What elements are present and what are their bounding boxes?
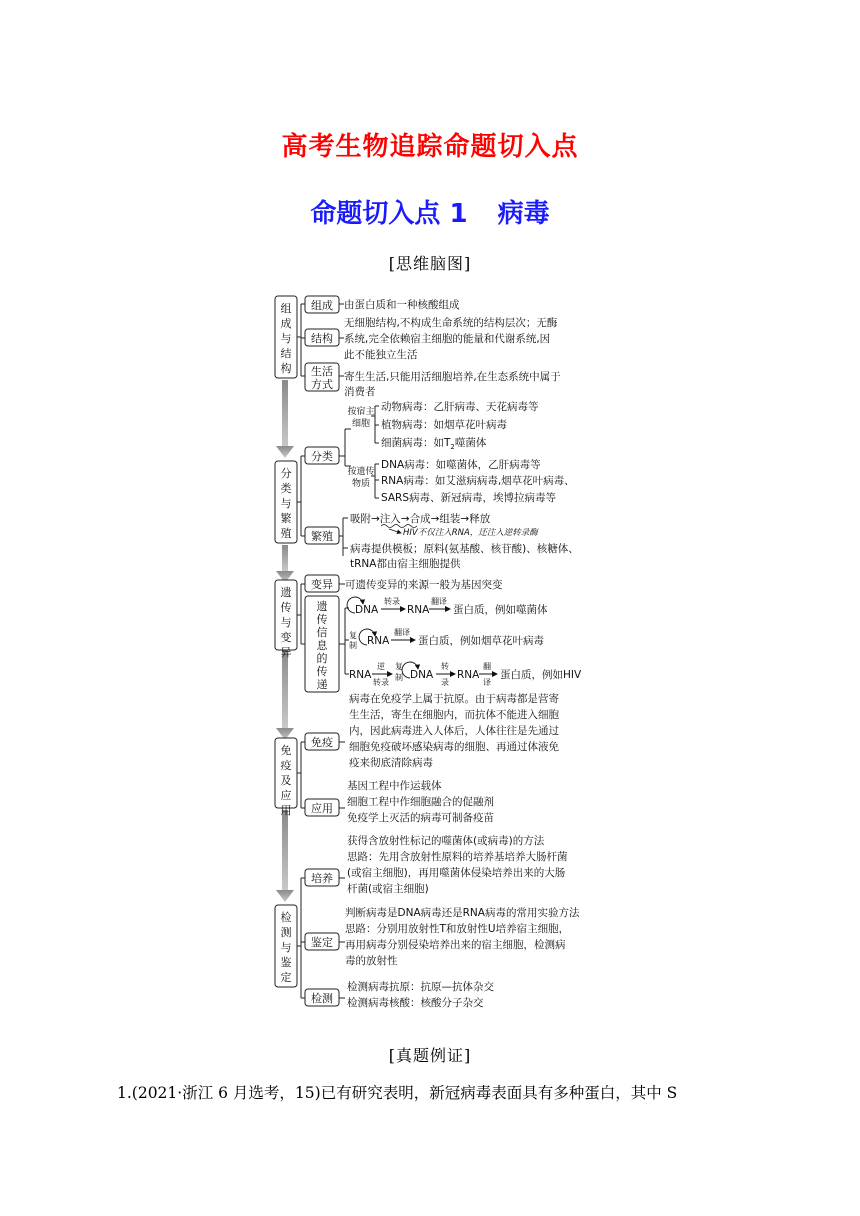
text-host-animal: 动物病毒：乙肝病毒、天花病毒等 (381, 401, 539, 413)
sub-title (0, 193, 860, 230)
flow-diagrams (347, 596, 582, 687)
sub-title-label: 命题切入点 1 (310, 199, 468, 229)
text-application-1: 基因工程中作运载体 (347, 780, 442, 792)
flow2-label-zhi: 制 (349, 641, 357, 650)
flow3-rna-start: RNA (349, 669, 372, 681)
sub-label-host-1: 按宿主 (347, 407, 375, 417)
group-label-detection: 检测与鉴定 (280, 911, 292, 984)
flow1-rna: RNA (407, 604, 430, 616)
text-immune-5: 疫来彻底清除病毒 (349, 757, 433, 769)
flow2-end: 蛋白质，例如烟草花叶病毒 (418, 635, 544, 647)
question-1: 1.(2021·浙江 6 月选考，15)已有研究表明，新冠病毒表面具有多种蛋白，其中 S (117, 1084, 678, 1102)
flow3-label-zhi: 制 (395, 673, 403, 682)
text-immune-2: 生生活，寄生在细胞内，而抗体不能进入细胞 (349, 709, 559, 721)
text-identify-4: 毒的放射性 (345, 955, 398, 967)
flow3-rna: RNA (457, 669, 480, 681)
flow1-label-transcribe: 转录 (384, 597, 400, 606)
node-classify: 分类 (311, 450, 333, 463)
flow1-label-translate: 翻译 (431, 597, 447, 606)
flow3-label-lu: 录 (441, 678, 449, 687)
node-identify: 鉴定 (311, 936, 333, 949)
group-label-immunity: 免疫及应用 (280, 744, 292, 817)
node-variation: 变异 (311, 578, 333, 591)
node-culture: 培养 (311, 872, 333, 885)
text-reproduce-steps: 吸附→注入→合成→组装→释放 (350, 513, 491, 525)
group-label-composition: 组成与结构 (280, 302, 292, 375)
text-culture-2: 思路：先用含放射性原料的培养基培养大肠杆菌 (347, 851, 568, 863)
text-detect-2: 检测病毒核酸：核酸分子杂交 (347, 997, 484, 1009)
text-immune-4: 细胞免疫破坏感染病毒的细胞、再通过体液免 (349, 741, 559, 753)
text-immune-1: 病毒在免疫学上属于抗原。由于病毒都是营寄 (349, 693, 559, 705)
examples-heading: [真题例证] (388, 1046, 472, 1065)
flow1-dna: DNA (355, 604, 379, 616)
text-host-bacteria: 细菌病毒：如$T_2$噬菌体 (381, 437, 487, 451)
flow3-label-yi: 译 (483, 678, 491, 687)
text-culture-1: 获得含放射性标记的噬菌体(或病毒)的方法 (347, 835, 545, 847)
text-identify-1: 判断病毒是DNA病毒还是RNA病毒的常用实验方法 (345, 907, 580, 919)
flow3-end: 蛋白质，例如HIV (500, 669, 582, 681)
text-identify-2: 思路：分别用放射性T和放射性U培养宿主细胞， (345, 923, 570, 935)
text-rna-virus-2: SARS病毒、新冠病毒，埃博拉病毒等 (381, 492, 557, 504)
text-detect-1: 检测病毒抗原：抗原—抗体杂交 (347, 981, 494, 993)
mindmap-heading: [思维脑图] (388, 254, 472, 273)
node-immune: 免疫 (311, 736, 333, 749)
text-structure-1: 无细胞结构,不构成生命系统的结构层次；无酶 (344, 317, 558, 329)
text-application-2: 细胞工程中作细胞融合的促融剂 (347, 796, 494, 808)
handwritten-note: HIV不仅注入RNA，还注入逆转录酶 (403, 528, 538, 538)
text-structure-3: 此不能独立生活 (344, 349, 418, 361)
flow3-label-ni: 逆 (377, 662, 385, 671)
note-arrow (389, 529, 401, 533)
text-structure-2: 系统,完全依赖宿主细胞的能量和代谢系统,因 (344, 333, 551, 345)
node-lifestyle-2: 方式 (311, 378, 333, 391)
text-lifestyle-1: 寄生生活,只能用活细胞培养,在生态系统中属于 (344, 371, 561, 383)
node-reproduce: 繁殖 (311, 530, 333, 543)
flow3-label-zhuanlu: 转录 (373, 678, 389, 687)
text-lifestyle-2: 消费者 (344, 386, 376, 398)
node-application-label: 应用 (311, 802, 333, 815)
flow3-label-zhuan: 转 (441, 662, 449, 671)
flow2-label-fu: 复 (349, 631, 357, 640)
main-title: 高考生物追踪命题切入点 (281, 132, 579, 162)
text-reproduce-3: tRNA都由宿主细胞提供 (350, 558, 461, 570)
flow2-label-translate: 翻译 (394, 628, 410, 637)
group-label-heredity: 遗传与变异 (280, 586, 292, 659)
node-structure: 结构 (311, 332, 333, 345)
flow3-dna: DNA (410, 669, 434, 681)
sub-label-host-2: 细胞 (351, 419, 371, 429)
text-variation: 可遗传变异的来源一般为基因突变 (345, 579, 503, 591)
text-application-3: 免疫学上灭活的病毒可制备疫苗 (347, 812, 494, 824)
flow2-rna: RNA (367, 635, 390, 647)
text-dna-virus: DNA病毒：如噬菌体，乙肝病毒等 (381, 459, 541, 471)
text-immune-3: 内，因此病毒进入人体后，人体往往是先通过 (349, 725, 559, 737)
text-identify-3: 再用病毒分别侵染培养出来的宿主细胞，检测病 (345, 939, 566, 951)
node-info-transfer-label: 遗传信息的传递 (316, 600, 328, 691)
text-rna-virus-1: RNA病毒：如艾滋病病毒,烟草花叶病毒、 (381, 475, 575, 487)
text-culture-4: 杆菌(或宿主细胞) (347, 883, 429, 895)
mind-map (265, 286, 595, 1026)
text-host-plant: 植物病毒：如烟草花叶病毒 (381, 419, 507, 431)
sub-label-gene-1: 按遗传 (347, 467, 375, 477)
node-detect: 检测 (311, 992, 333, 1005)
node-composition: 组成 (311, 299, 333, 312)
group-label-classification: 分类与繁殖 (280, 467, 292, 540)
sub-label-gene-2: 物质 (351, 479, 371, 489)
text-culture-3: (或宿主细胞)，再用噬菌体侵染培养出来的大肠 (347, 867, 566, 879)
text-reproduce-2: 病毒提供模板；原料(氨基酸、核苷酸)、核糖体、 (350, 543, 579, 555)
text-composition: 由蛋白质和一种核酸组成 (344, 299, 460, 311)
flow3-label-fu: 复 (395, 662, 403, 671)
flow3-label-fan: 翻 (483, 662, 491, 671)
sub-title-topic: 病毒 (497, 199, 550, 229)
node-info-transfer (317, 599, 329, 691)
flow1-end: 蛋白质，例如噬菌体 (453, 604, 548, 616)
node-lifestyle-1: 生活 (311, 365, 333, 378)
